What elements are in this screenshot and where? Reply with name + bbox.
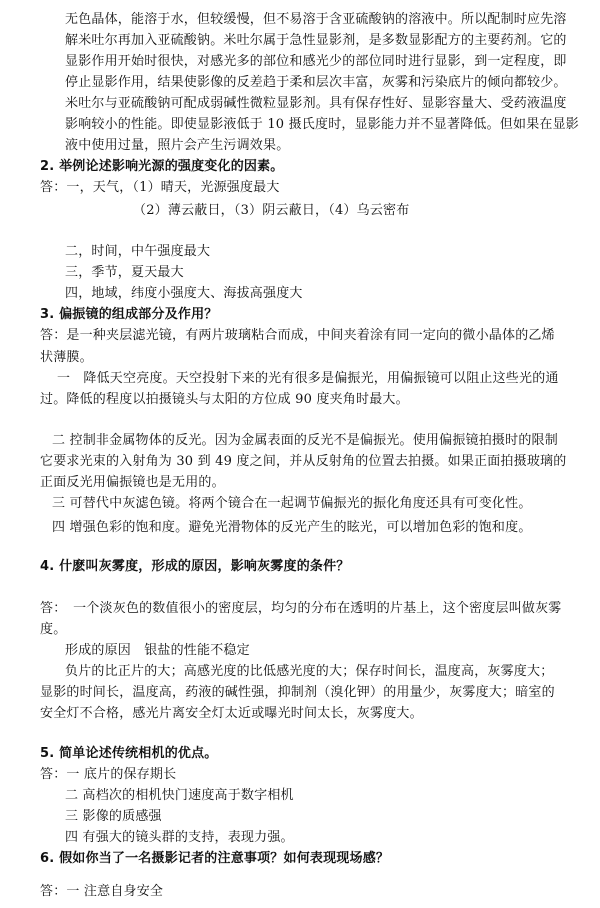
answer-line: 负片的比正片的大；高感光度的比低感光度的大；保存时间长，温度高，灰雾度大； — [65, 664, 554, 679]
answer-line: 四 有强大的镜头群的支持，表现力强。 — [65, 830, 294, 845]
question-2-title: 2. 举例论述影响光源的强度变化的因素。 — [40, 159, 284, 174]
answer-line: 形成的原因 银盐的性能不稳定 — [65, 643, 250, 658]
answer-line: 四 增强色彩的饱和度。避免光滑物体的反光产生的眩光，可以增加色彩的饱和度。 — [52, 520, 532, 535]
answer-line: 二，时间，中午强度最大 — [65, 244, 211, 259]
answer-line: 安全灯不合格，感光片离安全灯太近或曝光时间太长，灰雾度大。 — [40, 706, 423, 721]
answer-line: 它要求光束的入射角为 30 到 49 度之间，并从反射角的位置去拍摄。如果正面拍摄玻璃的 — [40, 454, 567, 469]
answer-line: 状薄膜。 — [40, 350, 93, 365]
answer-line: 一 降低天空亮度。天空投射下来的光有很多是偏振光，用偏振镜可以阻止这些光的通 — [57, 371, 559, 386]
question-6-title: 6. 假如你当了一名摄影记者的注意事项？如何表现现场感？ — [40, 851, 390, 866]
answer-line: 答：一 底片的保存期长 — [40, 767, 177, 782]
answer-line: 二 高档次的相机快门速度高于数字相机 — [65, 788, 294, 803]
answer-line: 答： 一个淡灰色的数值很小的密度层，均匀的分布在透明的片基上，这个密度层叫做灰雾 — [40, 601, 562, 616]
answer-line: 显影的时间长，温度高，药液的碱性强，抑制剂（溴化钾）的用量少，灰雾度大；暗室的 — [40, 685, 555, 700]
question-5-title: 5. 简单论述传统相机的优点。 — [40, 746, 218, 761]
answer-line: 过。降低的程度以拍摄镜头与太阳的方位成 90 度夹角时最大。 — [40, 392, 409, 407]
answer-line: 答：一 注意自身安全 — [40, 884, 164, 899]
answer-line: 答：是一种夹层滤光镜，有两片玻璃粘合而成，中间夹着涂有同一定向的微小晶体的乙烯 — [40, 328, 555, 343]
intro-line: 停止显影作用，结果使影像的反差趋于柔和层次丰富，灰雾和污染底片的倾向都较少。 — [65, 75, 567, 90]
intro-line: 显影作用开始时很快，对感光多的部位和感光少的部位同时进行显影，到一定程度，即 — [65, 54, 567, 69]
answer-line: 四，地域，纬度小强度大、海拔高强度大 — [65, 286, 303, 301]
answer-line: 正面反光用偏振镜也是无用的。 — [40, 475, 225, 490]
intro-line: 解米吐尔再加入亚硫酸钠。米吐尔属于急性显影剂，是多数显影配方的主要药剂。它的 — [65, 33, 567, 48]
answer-line: 三 可替代中灰滤色镜。将两个镜合在一起调节偏振光的振化角度还具有可变化性。 — [52, 496, 532, 511]
answer-line: 三，季节，夏天最大 — [65, 265, 184, 280]
answer-line: 度。 — [40, 622, 67, 637]
answer-line: 三 影像的质感强 — [65, 809, 162, 824]
question-3-title: 3. 偏振镜的组成部分及作用？ — [40, 307, 218, 322]
intro-line: 液中使用过量，照片会产生污调效果。 — [65, 138, 290, 153]
answer-line: （2）薄云蔽日，（3）阴云蔽日，（4）乌云密布 — [133, 203, 410, 218]
question-4-title: 4. 什麽叫灰雾度，形成的原因，影响灰雾度的条件？ — [40, 559, 350, 574]
answer-line: 答：一，天气，（1）晴天，光源强度最大 — [40, 180, 280, 195]
intro-line: 米吐尔与亚硫酸钠可配成弱碱性微粒显影剂。具有保存性好、显影容量大、受药液温度 — [65, 96, 567, 111]
answer-line: 二 控制非金属物体的反光。因为金属表面的反光不是偏振光。使用偏振镜拍摄时的限制 — [52, 433, 558, 448]
intro-line: 影响较小的性能。即使显影液低于 10 摄氏度时，显影能力并不显著降低。但如果在显影 — [65, 117, 580, 132]
intro-line: 无色晶体，能溶于水，但较缓慢，但不易溶于含亚硫酸钠的溶液中。所以配制时应先溶 — [65, 12, 567, 27]
